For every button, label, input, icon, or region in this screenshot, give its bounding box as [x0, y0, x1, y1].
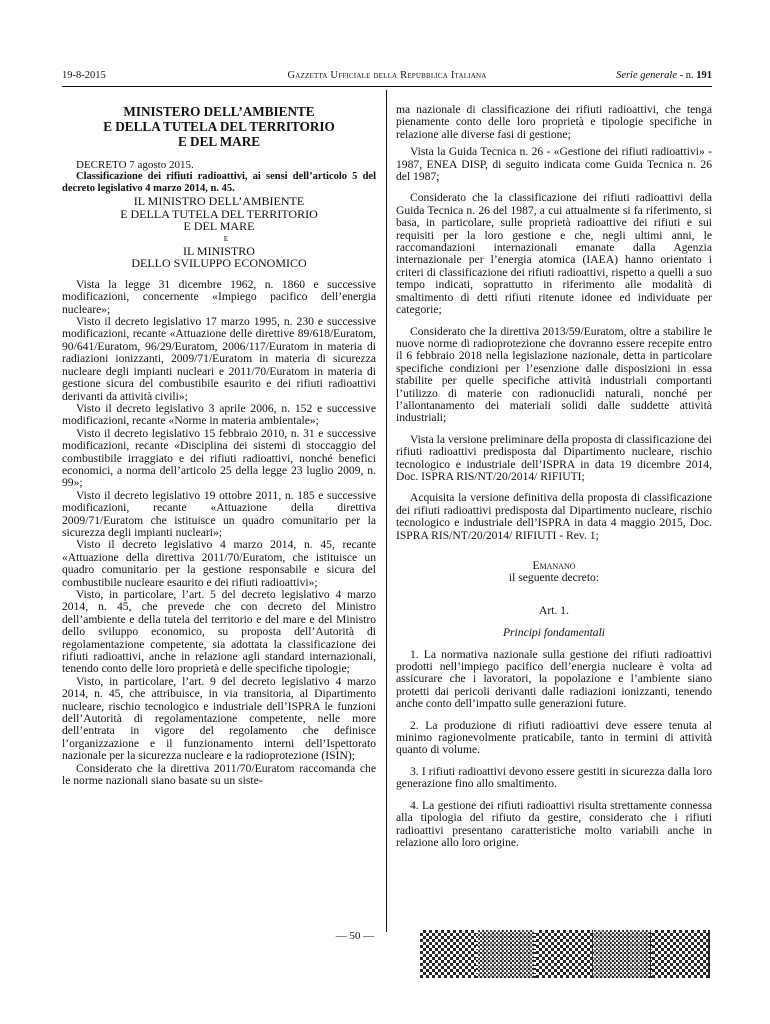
minister-environment-line: E DEL MARE: [183, 219, 255, 234]
ministry-title-line: E DEL MARE: [177, 134, 261, 149]
preamble-paragraph: Vista la Guida Tecnica n. 26 - «Gestione dei rifiuti radioattivi» - 1987, ENEA DISP, di seguito indicata come Guida Tecnica n. 26 del 1987;: [396, 145, 712, 184]
decree-heading: DECRETO 7 agosto 2015.: [76, 159, 194, 171]
barcode-block: [536, 930, 592, 978]
preamble-paragraph: Acquisita la versione definitiva della proposta di classificazione dei rifiuti radioattivi predisposta dal Dipartimento nucleare, rischio tecnologico e industriale dell’ISPRA in data 4 maggio 2015, Doc. ISPRA RIS/NT/20/2014/ RIFIUTI - Rev. 1;: [396, 491, 712, 542]
preamble-paragraph: Visto, in particolare, l’art. 5 del decreto legislativo 4 marzo 2014, n. 45, che prevede che con decreto del Ministro dell’ambiente e della tutela del territorio e del mare e del Ministro dello sviluppo economico, su proposta dell’Autorità di regolamentazione competente, sia adottata la classificazione dei rifiuti radioattivi, anche in relazione agli standard internazionali, tenendo conto delle loro proprietà e delle specifiche tipologie;: [62, 588, 376, 676]
column-divider: [386, 90, 387, 932]
ministry-title-line: MINISTERO DELL’AMBIENTE: [123, 104, 315, 119]
preamble-paragraph: Considerato che la classificazione dei rifiuti radioattivi della Guida Tecnica n. 26 del 1987, a cui attualmente si fa riferimento, si basa, in particolare, sulle proprietà radioattive dei rifiuti e sui requisiti per la loro gestione e che, negli ultimi anni, le raccomandazioni internazionali emanate dalla Agenzia internazionale per l’energia atomica (IAEA) hanno orientato i criteri di classificazione dei rifiuti radioattivi, rispetto a quelli a suo tempo indicati, soprattutto in riferimento alle modalità di smaltimento di detti rifiuti ritenute idonee ed individuate per categorie;: [396, 191, 712, 317]
series-label: Serie generale: [616, 70, 677, 81]
series-info: [616, 70, 712, 81]
barcode-block: [652, 930, 708, 978]
article-clause: 2. La produzione di rifiuti radioattivi deve essere tenuta al minimo ragionevolmente praticabile, tanto in termini di attività quanto di volume.: [396, 718, 712, 757]
barcode-block: [594, 930, 650, 978]
barcode-graphic: [420, 930, 710, 978]
preamble-paragraph: Vista la versione preliminare della proposta di classificazione dei rifiuti radioattivi predisposta dal Dipartimento nucleare, rischio tecnologico e industriale dell’ISPRA in data 19 dicembre 2014, Doc. ISPRA RIS/NT/20/2014/ RIFIUTI;: [396, 432, 712, 483]
enactment-phrase: il seguente decreto:: [508, 571, 600, 585]
page-number: — 50 —: [335, 930, 375, 942]
enactment-word: Emanano: [532, 560, 576, 572]
preamble-paragraph: Considerato che la direttiva 2011/70/Euratom raccomanda che le norme nazionali siano basate su un siste-: [62, 761, 376, 788]
barcode-block: [478, 930, 534, 978]
right-column: [396, 104, 712, 849]
article-clause: 4. La gestione dei rifiuti radioattivi risulta strettamente connessa alla tipologia del rifiuto da gestire, considerato che i rifiuti radioattivi presentano caratteristiche molto variabili anche in relazione allo loro origine.: [396, 798, 712, 849]
article-number: Art. 1.: [539, 603, 569, 617]
ministry-title: [62, 104, 376, 149]
preamble-paragraph: Visto il decreto legislativo 15 febbraio 2010, n. 31 e successive modificazioni, recante «Disciplina dei sistemi di stoccaggio del combustibile irraggiato e dei rifiuti radioattivi, nonché benefici economici, a norma dell’articolo 25 della legge 23 luglio 2009, n. 99»;: [62, 426, 376, 490]
left-column: [62, 104, 376, 788]
publication-date: 19-8-2015: [62, 70, 106, 81]
series-separator: - n.: [677, 70, 697, 81]
conjunction: E: [223, 233, 229, 243]
preamble-paragraph: Visto il decreto legislativo 3 aprile 2006, n. 152 e successive modificazioni, recante «Norme in materia ambientale»;: [62, 401, 376, 428]
preamble-paragraph: Considerato che la direttiva 2013/59/Euratom, oltre a stabilire le nuove norme di radioprotezione che dovranno essere recepite entro il 6 febbraio 2018 nella legislazione nazionale, detta in particolare specifiche condizioni per l’esenzione dalle disposizioni in essa stabilite per quelle specifiche attività industriali comportanti l’utilizzo di materie con radionuclidi naturali, nonché per l’allontanamento dei materiali solidi dalle suddette attività industriali;: [396, 324, 712, 425]
minister-economy-line: DELLO SVILUPPO ECONOMICO: [131, 256, 307, 271]
minister-economy-line: IL MINISTRO: [183, 244, 255, 259]
barcode-block: [420, 930, 476, 978]
article-clause: 3. I rifiuti radioattivi devono essere gestiti in sicurezza dalla loro generazione fino allo smaltimento.: [396, 764, 712, 791]
gazette-name: Gazzetta Ufficiale della Repubblica Italiana: [287, 70, 487, 81]
ministry-title-line: E DELLA TUTELA DEL TERRITORIO: [103, 119, 335, 134]
article-title: Principi fondamentali: [502, 626, 606, 640]
preamble-paragraph: Visto il decreto legislativo 19 ottobre 2011, n. 185 e successive modificazioni, recante «Attuazione della direttiva 2009/71/Euratom che istituisce un quadro comunitario per la sicurezza degli impianti nucleari»;: [62, 488, 376, 539]
preamble-paragraph: Visto il decreto legislativo 17 marzo 1995, n. 230 e successive modificazioni, recante «Attuazione delle direttive 89/618/Euratom, 90/641/Euratom, 96/29/Euratom, 2006/117/Euratom in materia di radiazioni ionizzanti, 2009/71/Euratom in materia di sicurezza nucleare degli impianti nucleari e 2011/70/Euratom in materia di gestione sicura del combustibile esaurito e dei rifiuti radioattivi derivanti da attività civili»;: [62, 315, 376, 403]
series-number: 191: [696, 70, 712, 81]
header-rule: [62, 86, 712, 87]
preamble-paragraph: Vista la legge 31 dicembre 1962, n. 1860 e successive modificazioni, concernente «Impiego pacifico dell’energia nucleare»;: [62, 277, 376, 316]
preamble-paragraph: Visto il decreto legislativo 4 marzo 2014, n. 45, recante «Attuazione della direttiva 2011/70/Euratom, che istituisce un quadro comunitario per la gestione responsabile e sicura del combustibile nucleare esaurito e dei rifiuti radioattivi»;: [62, 538, 376, 589]
minister-environment-line: IL MINISTRO DELL’AMBIENTE: [133, 194, 305, 209]
minister-environment-line: E DELLA TUTELA DEL TERRITORIO: [120, 206, 318, 221]
page-header: [62, 70, 712, 86]
decree-subject: Classificazione dei rifiuti radioattivi, ai sensi dell’articolo 5 del decreto legislativo 4 marzo 2014, n. 45.: [62, 171, 376, 195]
preamble-paragraph: ma nazionale di classificazione dei rifiuti radioattivi, che tenga pienamente conto delle loro proprietà e tipologie specifiche in relazione alle diverse fasi di gestione;: [396, 103, 712, 141]
article-clause: 1. La normativa nazionale sulla gestione dei rifiuti radioattivi prodotti nell’impiego pacifico dell’energia nucleare è volta ad assicurare che i lavoratori, la popolazione e l’ambiente siano protetti dai pericoli derivanti dalle radiazioni ionizzanti, tenendo anche conto dell’impatto sulle generazioni future.: [396, 647, 712, 711]
preamble-paragraph: Visto, in particolare, l’art. 9 del decreto legislativo 4 marzo 2014, n. 45, che attribuisce, in via transitoria, al Dipartimento nucleare, rischio tecnologico e industriale dell’ISPRA le funzioni dell’Autorità di regolamentazione competente, nelle more dell’entrata in vigore del regolamento che definisce l’organizzazione e il funzionamento interni dell’Ispettorato nazionale per la sicurezza nucleare e la radioprotezione (ISIN);: [62, 674, 376, 763]
